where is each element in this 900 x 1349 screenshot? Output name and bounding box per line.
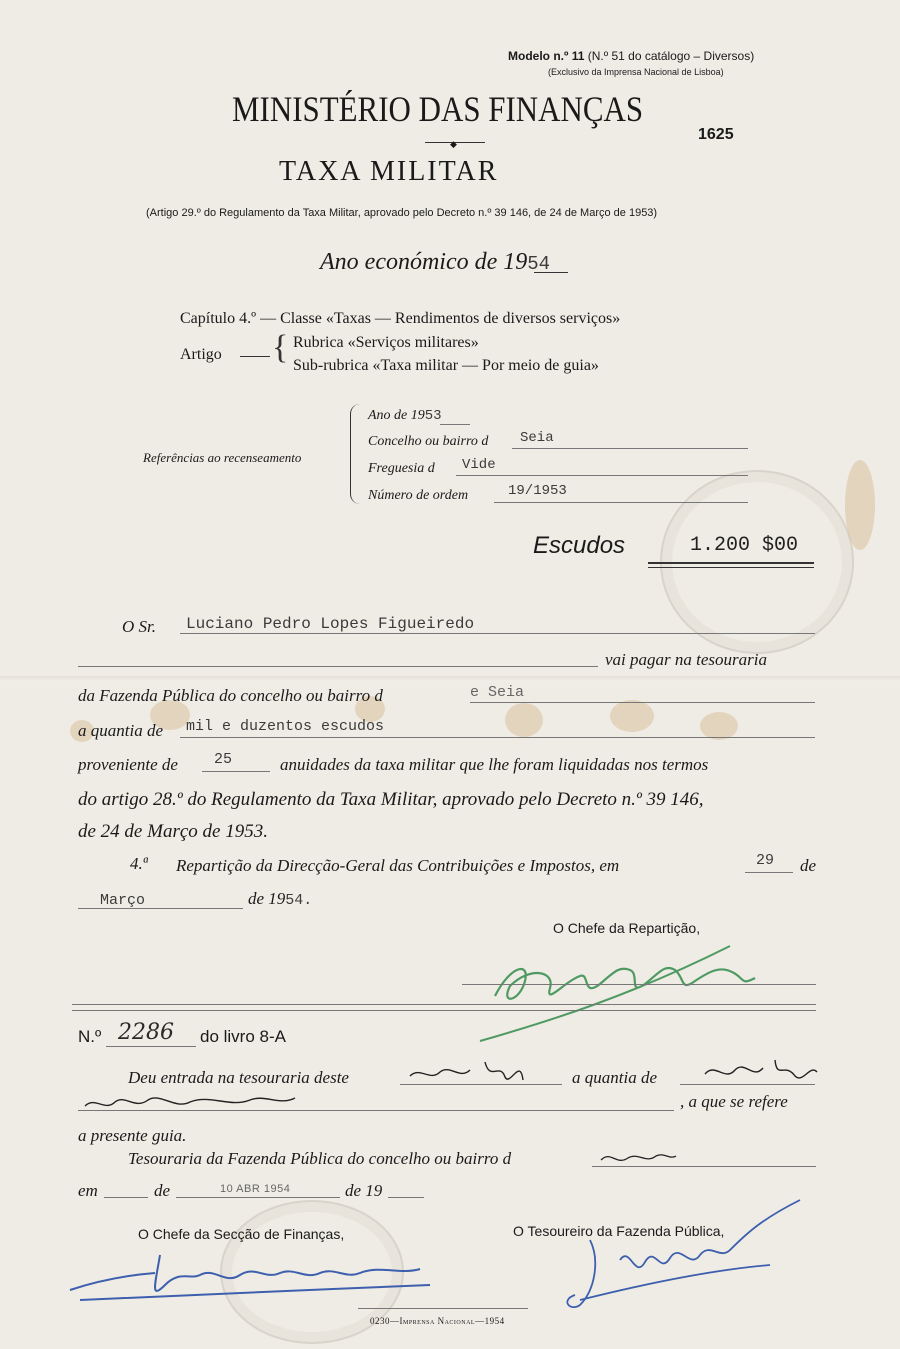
tesouraria-text: Tesouraria da Fazenda Pública do concelho ou bairro d xyxy=(128,1149,512,1168)
de-ano-label xyxy=(248,889,312,909)
blue-signature-stroke xyxy=(70,1255,430,1300)
exclusivo-text: (Exclusivo da Imprensa Nacional de Lisboa) xyxy=(548,67,724,77)
fazenda-text: da Fazenda Pública do concelho ou bairro d xyxy=(78,686,383,705)
que-refere-text: , a que se refere xyxy=(680,1092,788,1111)
concelho-label: Concelho ou bairro d xyxy=(368,434,489,449)
nome-underline xyxy=(180,633,815,634)
handwriting-stroke xyxy=(410,1060,817,1080)
quantia-line-2 xyxy=(78,1110,674,1111)
concelho-underline xyxy=(512,448,748,449)
stain xyxy=(610,700,654,732)
anuidades-underline xyxy=(202,771,270,772)
de-ano-text: de 19 xyxy=(248,889,286,908)
brace-icon: { xyxy=(272,329,289,366)
diamond-icon: ◆ xyxy=(450,139,457,149)
separator-line-2 xyxy=(72,1010,816,1011)
quantia-de-text: a quantia de xyxy=(572,1068,657,1087)
modelo-number: Modelo n.º 11 xyxy=(508,49,585,63)
ano-underline xyxy=(534,272,568,273)
freguesia-value: Vide xyxy=(462,457,496,473)
recenseamento-label: Referências ao recenseamento xyxy=(143,450,302,465)
modelo-label xyxy=(508,49,754,63)
chefe-seccao-signature xyxy=(60,1245,450,1315)
blank-line xyxy=(78,666,598,667)
deu-entrada-text: Deu entrada na tesouraria deste xyxy=(128,1068,349,1087)
tesoureiro-signature xyxy=(520,1190,830,1320)
fazenda-value: e Seia xyxy=(470,684,525,701)
stain xyxy=(505,703,543,737)
artigo-decreto: (Artigo 29.º do Regulamento da Taxa Militar, aprovado pelo Decreto n.º 39 146, de 24 de Março de 1953) xyxy=(146,207,658,219)
mes-value: Março xyxy=(100,892,146,909)
anuidades-text: anuidades da taxa militar que lhe foram liquidadas nos termos xyxy=(280,755,709,774)
fazenda-underline xyxy=(470,702,815,703)
handwriting-stroke-3 xyxy=(601,1155,676,1160)
sub-rubrica-text: Sub-rubrica «Taxa militar — Por meio de guia» xyxy=(293,357,599,374)
ano-label: Ano económico de 19 xyxy=(320,249,528,275)
date-underline xyxy=(176,1197,340,1198)
ano-recenseamento xyxy=(368,408,442,424)
stain xyxy=(700,712,738,740)
catalogo-text: (N.º 51 do catálogo – Diversos) xyxy=(587,49,755,63)
ministerio-title: MINISTÉRIO DAS FINANÇAS xyxy=(232,89,644,129)
rubrica-text: Rubrica «Serviços militares» xyxy=(293,334,479,351)
presente-guia-text: a presente guia. xyxy=(78,1126,187,1145)
body-ano-value: 54. xyxy=(285,892,313,909)
data-text: de 24 de Março de 1953. xyxy=(78,821,268,842)
receipt-no-value: 2286 xyxy=(118,1020,174,1045)
reparticao-num: 4.ª xyxy=(130,854,148,873)
separator-line xyxy=(72,1004,816,1005)
numero-ordem-label: Número de ordem xyxy=(368,488,469,503)
quantia-value: mil e duzentos escudos xyxy=(186,718,385,735)
escudos-label: Escudos xyxy=(533,532,626,559)
dia-value: 29 xyxy=(756,852,775,869)
de19-label: de 19 xyxy=(345,1181,383,1200)
proveniente-label: proveniente de xyxy=(78,755,178,774)
concelho-value: Seia xyxy=(520,430,554,446)
quantia-label: a quantia de xyxy=(78,721,163,740)
ano-value: 54 xyxy=(527,253,551,275)
de-label-2: de xyxy=(154,1181,171,1200)
freguesia-label: Freguesia d xyxy=(368,461,435,476)
date-stamp: 10 ABR 1954 xyxy=(220,1183,291,1195)
footer-line xyxy=(358,1308,528,1309)
de-label: de xyxy=(800,856,817,875)
capitulo-text: Capítulo 4.º — Classe «Taxas — Rendimentos de diversos serviços» xyxy=(180,310,621,327)
livro-text: do livro 8-A xyxy=(200,1027,286,1046)
blue-signature-stroke-2 xyxy=(567,1200,800,1307)
escudos-value: 1.200 $00 xyxy=(690,534,799,557)
escudos-underline xyxy=(648,562,814,568)
artigo-label: Artigo xyxy=(180,346,222,363)
numero-ordem-value: 19/1953 xyxy=(508,483,567,499)
chefe-signature xyxy=(470,926,790,1046)
tesoureiro-label: O Tesoureiro da Fazenda Pública, xyxy=(513,1223,725,1239)
artigo-dash xyxy=(240,356,270,357)
de19-underline xyxy=(388,1197,424,1198)
em-label: em xyxy=(78,1181,98,1200)
vai-pagar-text: vai pagar na tesouraria xyxy=(605,650,767,669)
ano-rec-label: Ano de 19 xyxy=(368,408,425,423)
chefe-line xyxy=(462,984,816,985)
nome-value: Luciano Pedro Lopes Figueiredo xyxy=(186,615,475,633)
anuidades-value: 25 xyxy=(214,751,233,768)
em-underline xyxy=(104,1197,148,1198)
ano-economico-label xyxy=(320,249,550,276)
quantia-underline xyxy=(180,737,815,738)
taxa-militar-title: TAXA MILITAR xyxy=(279,156,499,187)
sr-label: O Sr. xyxy=(122,617,157,636)
reparticao-text: Repartição da Direcção-Geral das Contribuições e Impostos, em xyxy=(176,856,620,875)
numero-ordem-underline xyxy=(494,502,748,503)
document-number: 1625 xyxy=(698,126,734,143)
ano-rec-underline xyxy=(440,424,470,425)
receipt-no-underline xyxy=(106,1046,196,1047)
dia-underline xyxy=(745,872,793,873)
fold-line xyxy=(0,676,900,682)
recenseamento-brace xyxy=(350,404,363,504)
receipt-no-label: N.º xyxy=(78,1027,102,1046)
ano-rec-value: 53 xyxy=(424,408,442,424)
tesouraria-underline xyxy=(592,1166,816,1167)
imprensa-text: 0230—Imprensa Nacional—1954 xyxy=(370,1316,505,1326)
freguesia-underline xyxy=(456,475,748,476)
handwritten-quantia xyxy=(80,1088,320,1118)
chefe-seccao-label: O Chefe da Secção de Finanças, xyxy=(138,1226,345,1242)
artigo-text: do artigo 28.º do Regulamento da Taxa Militar, aprovado pelo Decreto n.º 39 146, xyxy=(78,789,704,810)
chefe-reparticao-label: O Chefe da Repartição, xyxy=(553,920,701,936)
mes-underline xyxy=(78,908,243,909)
handwriting-stroke-2 xyxy=(85,1098,295,1106)
